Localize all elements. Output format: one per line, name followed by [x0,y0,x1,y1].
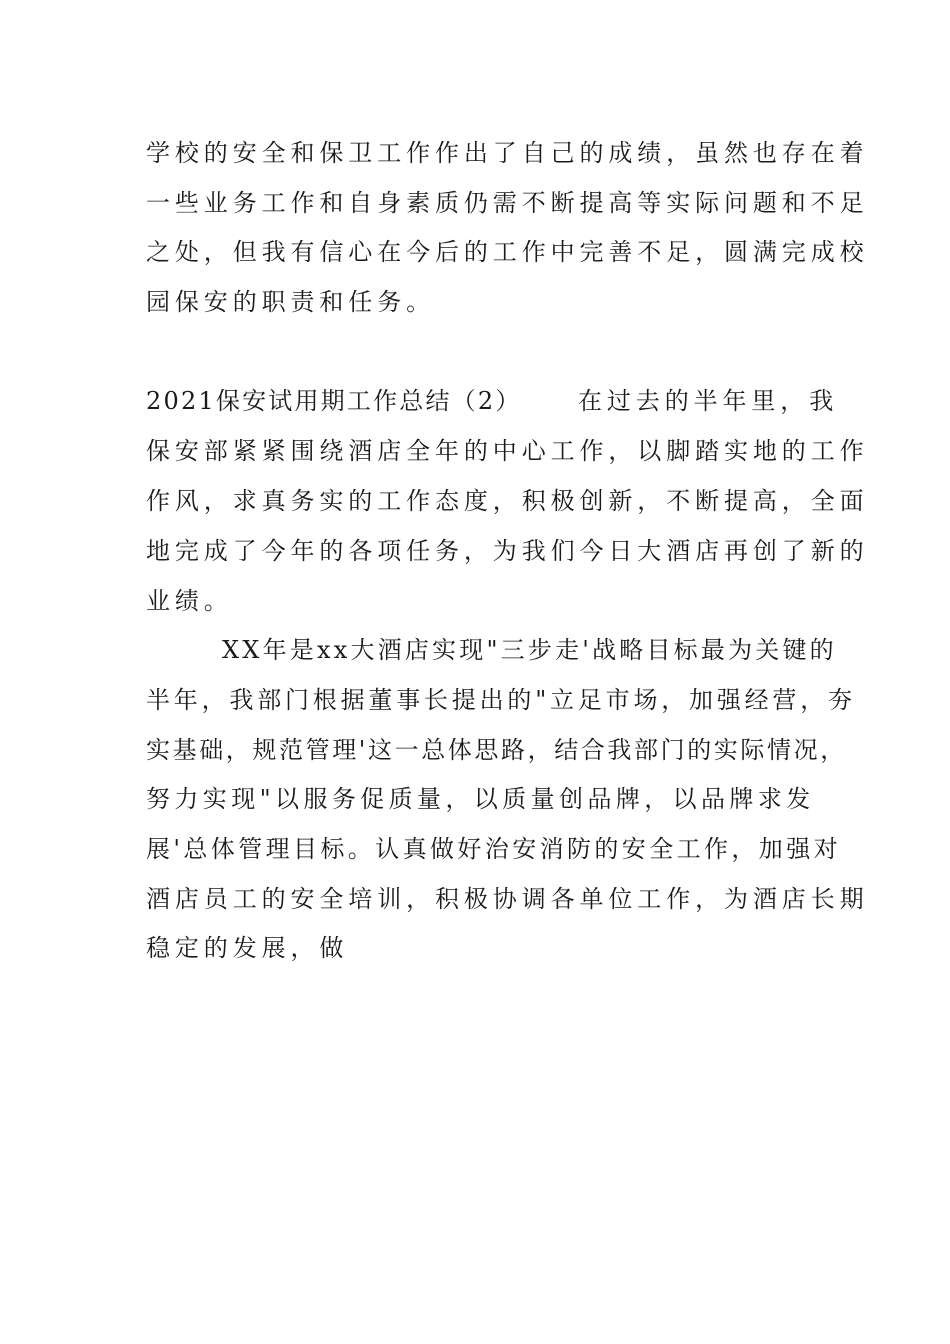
paragraph3-line-3: 实基础，规范管理'这一总体思路，结合我部门的实际情况， [146,736,847,764]
paragraph1-line-3: 之处，但我有信心在今后的工作中完善不足，圆满完成校 [146,238,869,266]
paragraph3-line-6: 酒店员工的安全培训，积极协调各单位工作，为酒店长期 [146,885,869,913]
paragraph1-line-4: 园保安的职责和任务。 [146,288,435,316]
paragraph3-line-2: 半年，我部门根据董事长提出的"立足市场，加强经营，夯 [146,686,856,714]
section2-line-3: 作风，求真务实的工作态度，积极创新，不断提高，全面 [146,487,869,515]
section-heading: 2021保安试用期工作总结（2） [146,387,522,415]
section2-line-2: 保安部紧紧围绕酒店全年的中心工作，以脚踏实地的工作 [146,437,869,465]
paragraph3-line-1: XX年是xx大酒店实现"三步走'战略目标最为关键的 [222,636,837,664]
section2-line-1-tail: 在过去的半年里，我 [578,387,839,415]
section2-line-4: 地完成了今年的各项任务，为我们今日大酒店再创了新的 [146,537,869,565]
section2-line-5: 业绩。 [146,587,233,615]
paragraph3-line-7: 稳定的发展，做 [146,934,349,962]
paragraph3-line-5: 展'总体管理目标。认真做好治安消防的安全工作，加强对 [146,835,841,863]
paragraph3-line-4: 努力实现"以服务促质量，以质量创品牌，以品牌求发 [146,785,815,813]
paragraph1-line-2: 一些业务工作和自身素质仍需不断提高等实际问题和不足 [146,189,869,217]
paragraph1-line-1: 学校的安全和保卫工作作出了自己的成绩，虽然也存在着 [146,139,869,167]
